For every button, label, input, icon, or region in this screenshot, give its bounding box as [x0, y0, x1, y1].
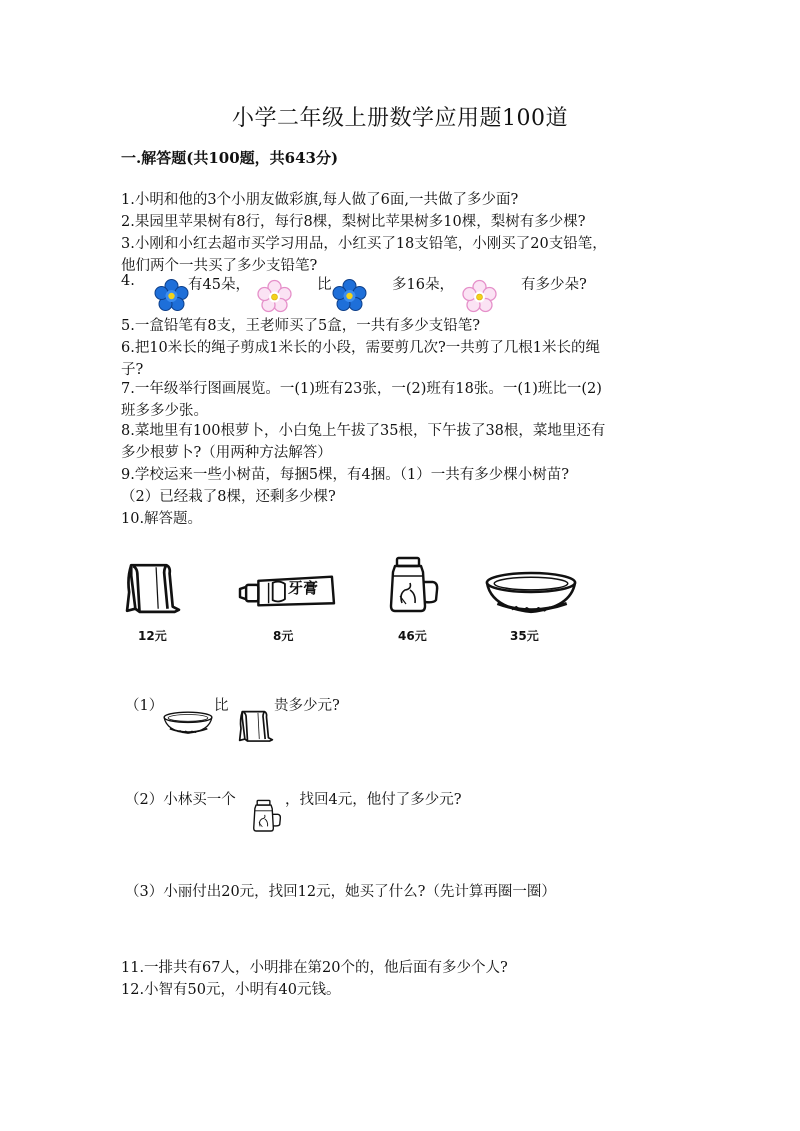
problem-10: 10.解答题。	[121, 511, 203, 527]
problem-4-number: 4.	[121, 273, 135, 289]
sub1-number: （1）	[125, 698, 164, 714]
problem-9-line-2: （2）已经栽了8棵，还剩多少棵?	[121, 489, 336, 505]
problem-8-line-2: 多少根萝卜?（用两种方法解答）	[121, 445, 332, 461]
section-heading: 一.解答题(共100题，共643分)	[121, 149, 339, 167]
blue-flower-icon	[155, 280, 188, 311]
problem-4-text-b: 比	[317, 277, 332, 293]
basin-icon	[163, 711, 213, 735]
sub2-text-b: ，找回4元，他付了多少元?	[285, 792, 462, 808]
toothpaste-label: 牙膏	[288, 579, 319, 597]
towel-icon	[238, 709, 274, 743]
thermos-jar-icon	[252, 799, 282, 833]
price-basin: 35元	[510, 629, 539, 643]
page-title: 小学二年级上册数学应用题100道	[232, 106, 568, 131]
problem-6-line-2: 子?	[121, 362, 144, 378]
sub1-text-c: 贵多少元?	[274, 698, 340, 714]
problem-12: 12.小智有50元，小明有40元钱。	[121, 982, 341, 998]
basin-icon	[484, 572, 578, 614]
problem-8-line-1: 8.菜地里有100根萝卜，小白兔上午拔了35根，下午拔了38根，菜地里还有	[121, 423, 606, 439]
problem-9-line-1: 9.学校运来一些小树苗，每捆5棵，有4捆。（1）一共有多少棵小树苗?	[121, 467, 570, 483]
problem-1: 1.小明和他的3个小朋友做彩旗,每人做了6面,一共做了多少面?	[121, 192, 519, 208]
price-toothpaste: 8元	[273, 629, 294, 643]
price-jar: 46元	[398, 629, 427, 643]
problem-5: 5.一盒铅笔有8支，王老师买了5盒，一共有多少支铅笔?	[121, 318, 481, 334]
pink-flower-icon	[463, 281, 496, 312]
problem-7-line-1: 7.一年级举行图画展览。一(1)班有23张，一(2)班有18张。一(1)班比一(2)	[121, 381, 602, 397]
sub2-text-a: （2）小林买一个	[125, 792, 236, 808]
problem-11: 11.一排共有67人，小明排在第20个的，他后面有多少个人?	[121, 960, 508, 976]
problem-7-line-2: 班多多少张。	[121, 403, 208, 419]
problem-4-text-d: 有多少朵?	[521, 277, 587, 293]
sub1-text-b: 比	[214, 698, 229, 714]
blue-flower-icon	[333, 280, 366, 311]
problem-4-text-a: 有45朵，	[188, 277, 250, 293]
towel-icon	[125, 561, 181, 615]
price-towel: 12元	[138, 629, 167, 643]
sub3-text: （3）小丽付出20元，找回12元，她买了什么?（先计算再圈一圈）	[125, 884, 556, 900]
problem-3-line-1: 3.小刚和小红去超市买学习用品，小红买了18支铅笔，小刚买了20支铅笔，	[121, 236, 607, 252]
thermos-jar-icon	[388, 556, 440, 614]
problem-6-line-1: 6.把10米长的绳子剪成1米长的小段，需要剪几次?一共剪了几根1米长的绳	[121, 340, 601, 356]
pink-flower-icon	[258, 281, 291, 312]
problem-4-text-c: 多16朵，	[392, 277, 454, 293]
problem-2: 2.果园里苹果树有8行，每行8棵，梨树比苹果树多10棵，梨树有多少棵?	[121, 214, 586, 230]
problem-3-line-2: 他们两个一共买了多少支铅笔?	[121, 258, 318, 274]
